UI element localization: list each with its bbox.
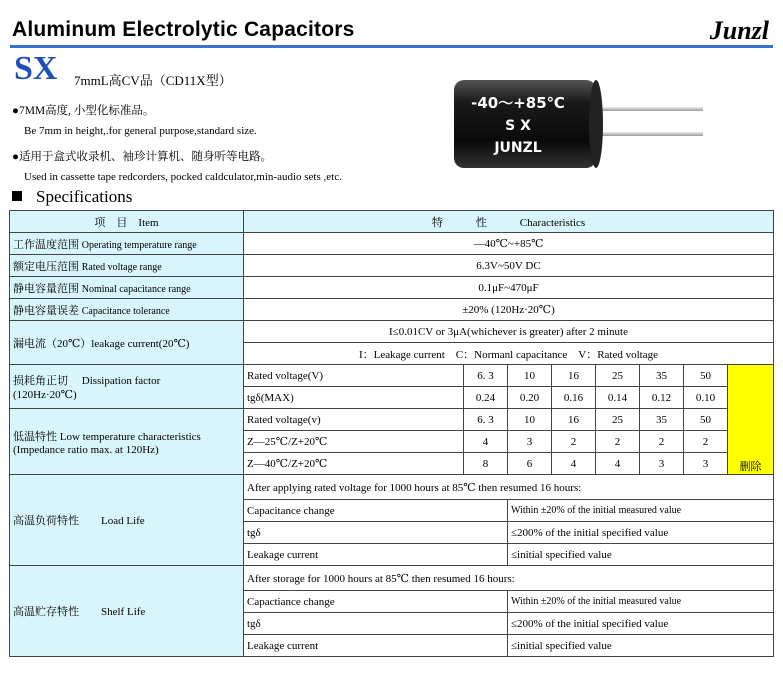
- load-life-condition: After applying rated voltage for 1000 hours at 85℃ then resumed 16 hours:: [244, 475, 774, 500]
- lt-z25-cell: 3: [508, 431, 552, 453]
- page-title: Aluminum Electrolytic Capacitors: [12, 18, 355, 41]
- leakage-current-legend: I：Leakage current C：Normanl capacitance V：Rated voltage: [244, 343, 774, 365]
- lt-z40-label: Z—40℃/Z+20℃: [244, 453, 464, 475]
- capacitor-image: [448, 74, 708, 174]
- load-cap-change-value: Within ±20% of the initial measured value: [508, 500, 774, 522]
- brand-logo: Junzl: [709, 16, 769, 45]
- df-voltage-cell: 50: [684, 365, 728, 387]
- df-tg-cell: 0.10: [684, 387, 728, 409]
- load-tg-value: ≤200% of the initial specified value: [508, 522, 774, 544]
- header-characteristics: 特 性 Characteristics: [244, 211, 774, 233]
- leakage-current-value: I≤0.01CV or 3μA(whichever is greater) after 2 minute: [244, 321, 774, 343]
- shelf-tg-value: ≤200% of the initial specified value: [508, 613, 774, 635]
- dissipation-factor-label: 损耗角正切 Dissipation factor (120Hz·20℃): [10, 365, 244, 409]
- shelf-tg-label: tgδ: [244, 613, 508, 635]
- lt-z40-cell: 3: [640, 453, 684, 475]
- series-subtitle: 7mmL高CV品（CD11X型）: [74, 73, 232, 88]
- shelf-life-label: 高温贮存特性 Shelf Life: [10, 566, 244, 657]
- feature-1-zh: ●7MM高度, 小型化标准品。: [12, 105, 155, 117]
- op-temp-label: 工作温度范围 Operating temperature range: [10, 233, 244, 255]
- series-code: SX: [14, 50, 58, 87]
- df-tg-label: tgδ(MAX): [244, 387, 464, 409]
- df-voltage-cell: 10: [508, 365, 552, 387]
- feature-2-zh: ●适用于盒式收录机、袖珍计算机、随身听等电路。: [12, 151, 272, 163]
- df-tg-cell: 0.14: [596, 387, 640, 409]
- voltage-range-value: 6.3V~50V DC: [244, 255, 774, 277]
- lt-voltage-cell: 50: [684, 409, 728, 431]
- lt-voltage-cell: 25: [596, 409, 640, 431]
- lt-z25-cell: 2: [684, 431, 728, 453]
- df-tg-cell: 0.16: [552, 387, 596, 409]
- capacitance-tolerance-label: 静电容量误差 Capacitance tolerance: [10, 299, 244, 321]
- lt-z25-cell: 2: [640, 431, 684, 453]
- specifications-heading: Specifications: [12, 187, 132, 207]
- df-rated-voltage-label: Rated voltage(V): [244, 365, 464, 387]
- feature-1-en: Be 7mm in height,.for general purpose,standard size.: [24, 125, 257, 137]
- df-tg-cell: 0.20: [508, 387, 552, 409]
- df-voltage-cell: 6. 3: [464, 365, 508, 387]
- capacitor-temp-print: -40～+85℃: [471, 94, 565, 112]
- shelf-leakage-label: Leakage current: [244, 635, 508, 657]
- header-rule: [10, 45, 773, 48]
- lt-z40-cell: 4: [552, 453, 596, 475]
- shelf-cap-change-label: Capactiance change: [244, 591, 508, 613]
- lt-z25-cell: 2: [552, 431, 596, 453]
- df-voltage-cell: 25: [596, 365, 640, 387]
- capacitance-range-label: 静电容量范围 Nominal capacitance range: [10, 277, 244, 299]
- op-temp-value: —40℃~+85℃: [244, 233, 774, 255]
- load-tg-label: tgδ: [244, 522, 508, 544]
- square-bullet-icon: [12, 191, 22, 201]
- lt-voltage-cell: 35: [640, 409, 684, 431]
- df-tg-cell: 0.24: [464, 387, 508, 409]
- leakage-current-label: 漏电流（20℃）leakage current(20℃): [10, 321, 244, 365]
- capacitance-tolerance-value: ±20% (120Hz·20℃): [244, 299, 774, 321]
- header-item: 项 目 Item: [10, 211, 244, 233]
- lt-voltage-cell: 6. 3: [464, 409, 508, 431]
- specifications-table: [9, 210, 774, 657]
- load-life-label: 高温负荷特性 Load Life: [10, 475, 244, 566]
- capacitor-illustration: [448, 74, 708, 174]
- feature-2-en: Used in cassette tape redcorders, pocked caldculator,min-audio sets ,etc.: [24, 171, 342, 183]
- lt-z25-cell: 2: [596, 431, 640, 453]
- lt-z40-cell: 4: [596, 453, 640, 475]
- lt-voltage-cell: 16: [552, 409, 596, 431]
- df-voltage-cell: 35: [640, 365, 684, 387]
- load-cap-change-label: Capacitance change: [244, 500, 508, 522]
- load-leakage-value: ≤initial specified value: [508, 544, 774, 566]
- lt-rated-voltage-label: Rated voltage(v): [244, 409, 464, 431]
- low-temp-label: 低温特性 Low temperature characteristics (Impedance ratio max. at 120Hz): [10, 409, 244, 475]
- lt-z25-label: Z—25℃/Z+20℃: [244, 431, 464, 453]
- delete-marker: 删除: [728, 365, 774, 475]
- capacitor-series-print: S X: [505, 118, 531, 134]
- df-tg-cell: 0.12: [640, 387, 684, 409]
- capacitance-range-value: 0.1μF~470μF: [244, 277, 774, 299]
- lt-z40-cell: 8: [464, 453, 508, 475]
- capacitor-brand-print: JUNZL: [494, 140, 542, 156]
- shelf-life-condition: After storage for 1000 hours at 85℃ then resumed 16 hours:: [244, 566, 774, 591]
- load-leakage-label: Leakage current: [244, 544, 508, 566]
- lt-z40-cell: 3: [684, 453, 728, 475]
- shelf-leakage-value: ≤initial specified value: [508, 635, 774, 657]
- shelf-cap-change-value: Within ±20% of the initial measured value: [508, 591, 774, 613]
- lt-voltage-cell: 10: [508, 409, 552, 431]
- lt-z40-cell: 6: [508, 453, 552, 475]
- df-voltage-cell: 16: [552, 365, 596, 387]
- lt-z25-cell: 4: [464, 431, 508, 453]
- voltage-range-label: 额定电压范围 Rated voltage range: [10, 255, 244, 277]
